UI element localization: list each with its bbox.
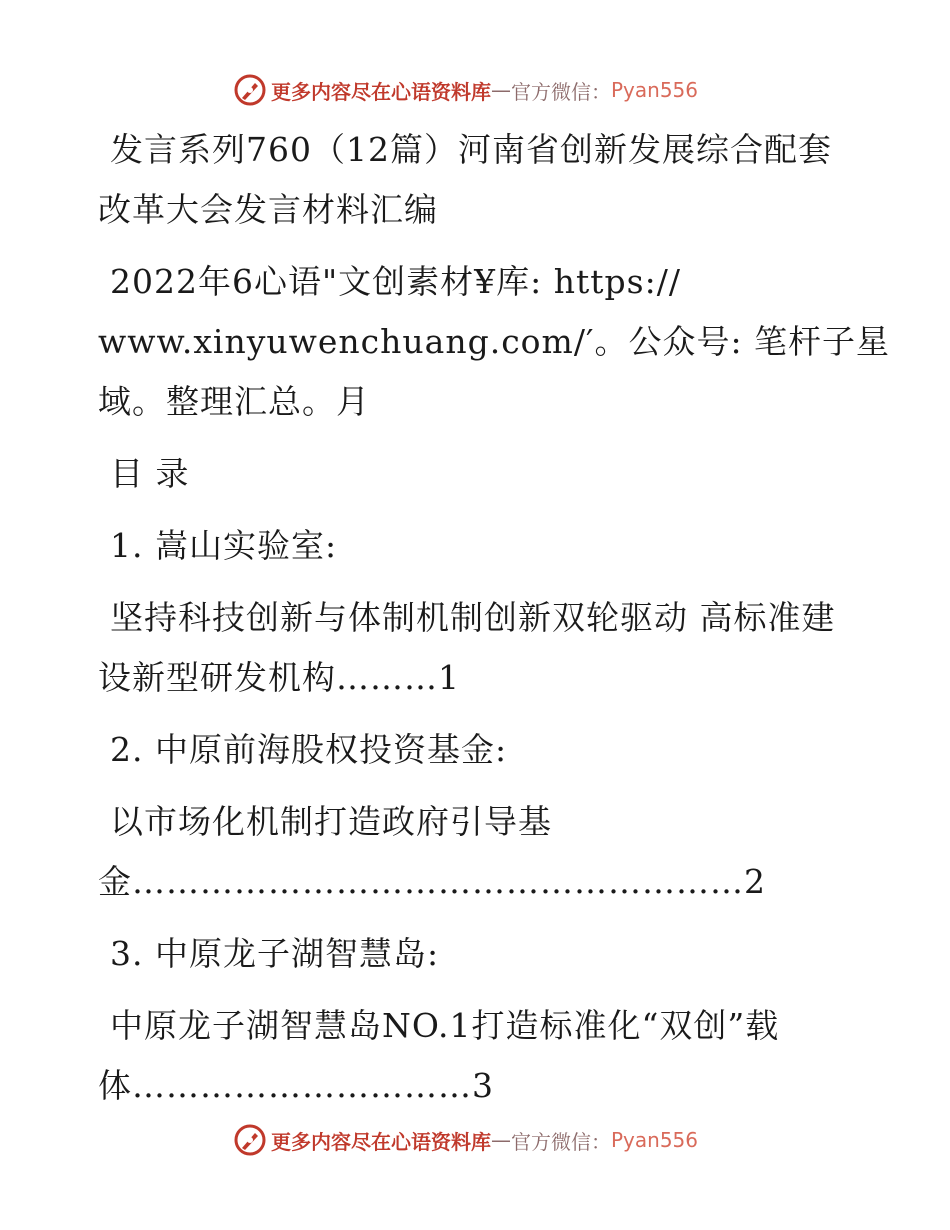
- document-body: [98, 120, 891, 1116]
- source-note: [98, 252, 891, 432]
- toc-item-1-title-line-2: 设新型研发机构………1: [98, 658, 460, 697]
- toc-item-2-title-line-2: 金………………………………………………2: [98, 862, 766, 901]
- watermark-sub-text: 官方微信：: [511, 79, 611, 104]
- watermark-wechat-id: Pyan556: [611, 1128, 699, 1152]
- toc-item-2-title-line-1: 以市场化机制打造政府引导基: [110, 802, 552, 841]
- watermark-separator: —: [491, 78, 511, 102]
- toc-item-2-org: 2. 中原前海股权投资基金:: [110, 730, 508, 769]
- toc-item-3-org: 3. 中原龙子湖智慧岛:: [110, 934, 440, 973]
- watermark-banner-bottom: [233, 1120, 698, 1160]
- document-title: [98, 120, 858, 240]
- watermark-main-text: 更多内容尽在心语资料库: [271, 79, 491, 104]
- pen-logo-icon: [233, 1123, 267, 1157]
- watermark-wechat-id: Pyan556: [611, 78, 699, 102]
- pen-logo-icon: [233, 73, 267, 107]
- toc-item-3-title-line-2: 体…………………………3: [98, 1066, 494, 1105]
- watermark-separator: —: [491, 1128, 511, 1152]
- toc-item-3-title: [98, 996, 858, 1116]
- toc-item-1-org: 1. 嵩山实验室:: [110, 526, 338, 565]
- toc-item-1-title-line-1: 坚持科技创新与体制机制创新双轮驱动 高标准建: [110, 598, 836, 637]
- watermark-banner-top: [233, 70, 698, 110]
- title-line-1: 发言系列760（12篇）河南省创新发展综合配套: [110, 130, 832, 169]
- source-line-3: 域。整理汇总。月: [98, 382, 370, 421]
- title-line-2: 改革大会发言材料汇编: [98, 190, 438, 229]
- watermark-main-text: 更多内容尽在心语资料库: [271, 1129, 491, 1154]
- source-line-1: 2022年6心语"文创素材¥库: https://: [110, 262, 681, 301]
- toc-item-3-title-line-1: 中原龙子湖智慧岛NO.1打造标准化“双创”载: [110, 1006, 780, 1045]
- watermark-sub-text: 官方微信：: [511, 1129, 611, 1154]
- toc-item-2-title: [98, 792, 858, 912]
- toc-item-1-title: [98, 588, 858, 708]
- toc-heading: 目 录: [110, 454, 190, 493]
- source-line-2: www.xinyuwenchuang.com/′。公众号: 笔杆子星: [98, 322, 891, 361]
